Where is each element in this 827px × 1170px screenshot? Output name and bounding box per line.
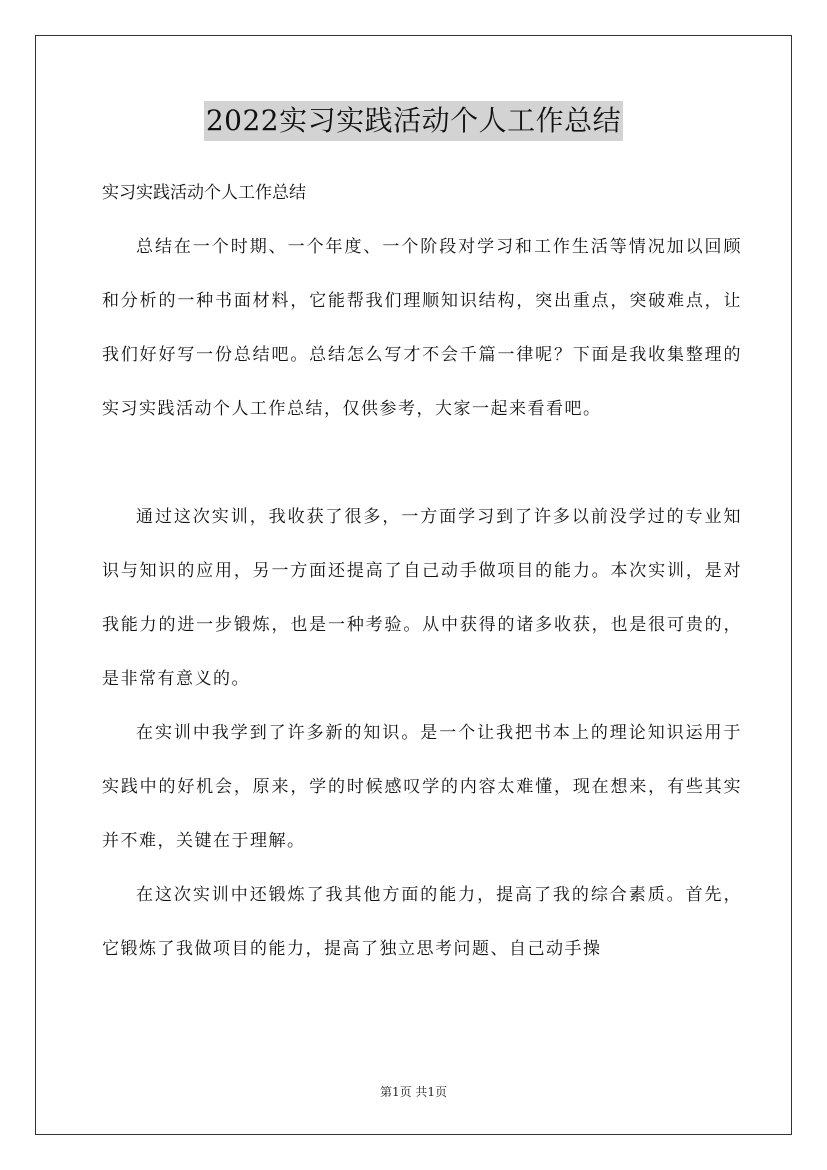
- paragraph-body-1: 通过这次实训，我收获了很多，一方面学习到了许多以前没学过的专业知识与知识的应用，另一方面还提高了自己动手做项目的能力。本次实训，是对我能力的进一步锻炼，也是一种考验。从中获得的诸多收获，也是很可贵的，是非常有意义的。: [102, 507, 742, 689]
- document-subtitle: 实习实践活动个人工作总结: [102, 183, 306, 203]
- paragraph-body-3: 在这次实训中还锻炼了我其他方面的能力，提高了我的综合素质。首先，它锻炼了我做项目的能力，提高了独立思考问题、自己动手操: [102, 885, 742, 959]
- paragraph-body-2: 在实训中我学到了许多新的知识。是一个让我把书本上的理论知识运用于实践中的好机会，原来，学的时候感叹学的内容太难懂，现在想来，有些其实并不难，关键在于理解。: [102, 723, 742, 851]
- page-footer: [0, 1083, 827, 1100]
- paragraph-spacer: [102, 436, 742, 490]
- title-container: [0, 101, 827, 141]
- paragraph-intro: 总结在一个时期、一个年度、一个阶段对学习和工作生活等情况加以回顾和分析的一种书面材料，它能帮我们理顺知识结构，突出重点，突破难点，让我们好好写一份总结吧。总结怎么写才不会千篇一律呢？下面是我收集整理的实习实践活动个人工作总结，仅供参考，大家一起来看看吧。: [102, 237, 742, 419]
- document-body: [102, 166, 742, 976]
- document-title: 2022实习实践活动个人工作总结: [204, 101, 623, 141]
- page-number: 第1页 共1页: [379, 1085, 448, 1099]
